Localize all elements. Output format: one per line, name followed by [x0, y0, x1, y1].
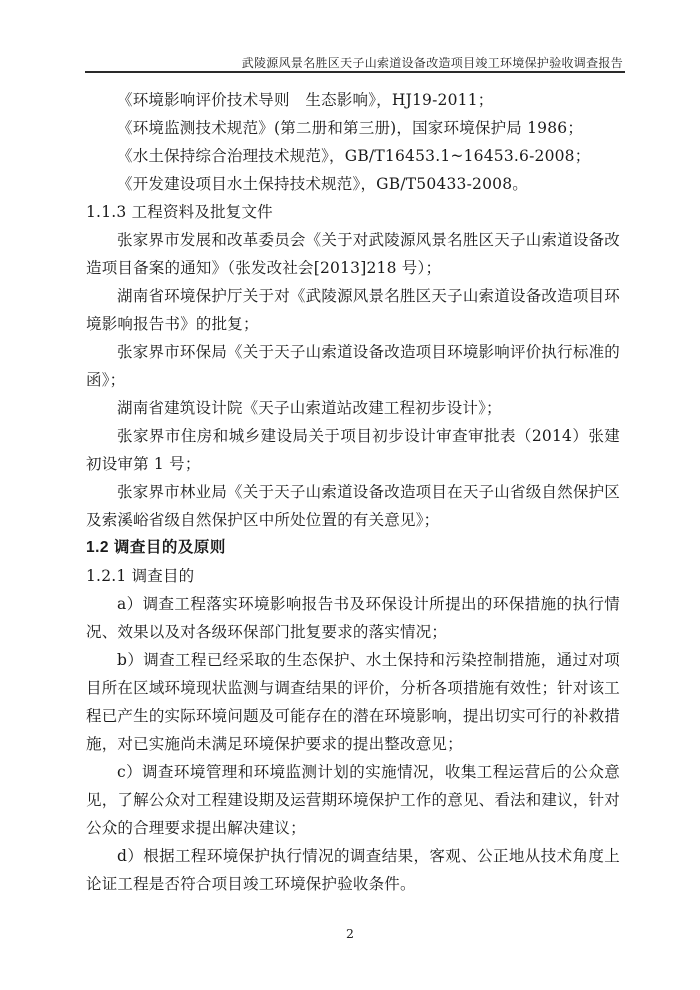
paragraph: 湖南省环境保护厅关于对《武陵源风景名胜区天子山索道设备改造项目环境影响报告书》的批复；: [86, 287, 620, 333]
page-number: 2: [346, 926, 354, 941]
header-rule: [85, 71, 625, 73]
paragraph: c）调查环境管理和环境监测计划的实施情况，收集工程运营后的公众意见，了解公众对工程建设期及运营期环境保护工作的意见、看法和建议，针对公众的合理要求提出解决建议；: [86, 763, 620, 837]
page-footer: [0, 923, 700, 942]
paragraph: 《环境影响评价技术导则 生态影响》，HJ19-2011；: [117, 91, 494, 109]
paragraph: 张家界市环保局《关于天子山索道设备改造项目环境影响评价执行标准的函》；: [86, 343, 620, 389]
paragraph: 《开发建设项目水土保持技术规范》，GB/T50433-2008。: [117, 175, 528, 193]
paragraph: a）调查工程落实环境影响报告书及环保设计所提出的环保措施的执行情况、效果以及对各级环保部门批复要求的落实情况；: [86, 595, 620, 641]
header-title: 武陵源风景名胜区天子山索道设备改造项目竣工环境保护验收调查报告: [241, 56, 623, 70]
paragraph: d）根据工程环境保护执行情况的调查结果，客观、公正地从技术角度上论证工程是否符合项目竣工环境保护验收条件。: [86, 847, 620, 893]
section-heading: 1.1.3 工程资料及批复文件: [86, 203, 273, 221]
section-heading: 1.2.1 调查目的: [86, 567, 195, 585]
page-header: [85, 52, 623, 71]
paragraph: 张家界市住房和城乡建设局关于项目初步设计审查审批表（2014）张建初设审第 1 号；: [86, 427, 620, 473]
section-heading: 1.2 调查目的及原则: [86, 539, 226, 556]
document-body: [86, 86, 620, 898]
paragraph: 《水土保持综合治理技术规范》，GB/T16453.1~16453.6-2008；: [117, 147, 591, 165]
paragraph: 湖南省建筑设计院《天子山索道站改建工程初步设计》；: [117, 399, 502, 417]
paragraph: b）调查工程已经采取的生态保护、水土保持和污染控制措施，通过对项目所在区域环境现状监测与调查结果的评价，分析各项措施有效性；针对该工程已产生的实际环境问题及可能存在的潜在环境影响，提出切实可行的补救措施，对已实施尚未满足环境保护要求的提出整改意见；: [86, 651, 620, 753]
paragraph: 张家界市林业局《关于天子山索道设备改造项目在天子山省级自然保护区及索溪峪省级自然保护区中所处位置的有关意见》；: [86, 483, 620, 529]
paragraph: 《环境监测技术规范》(第二册和第三册)，国家环境保护局 1986；: [117, 119, 584, 137]
paragraph: 张家界市发展和改革委员会《关于对武陵源风景名胜区天子山索道设备改造项目备案的通知》（张发改社会[2013]218 号）；: [86, 231, 620, 277]
